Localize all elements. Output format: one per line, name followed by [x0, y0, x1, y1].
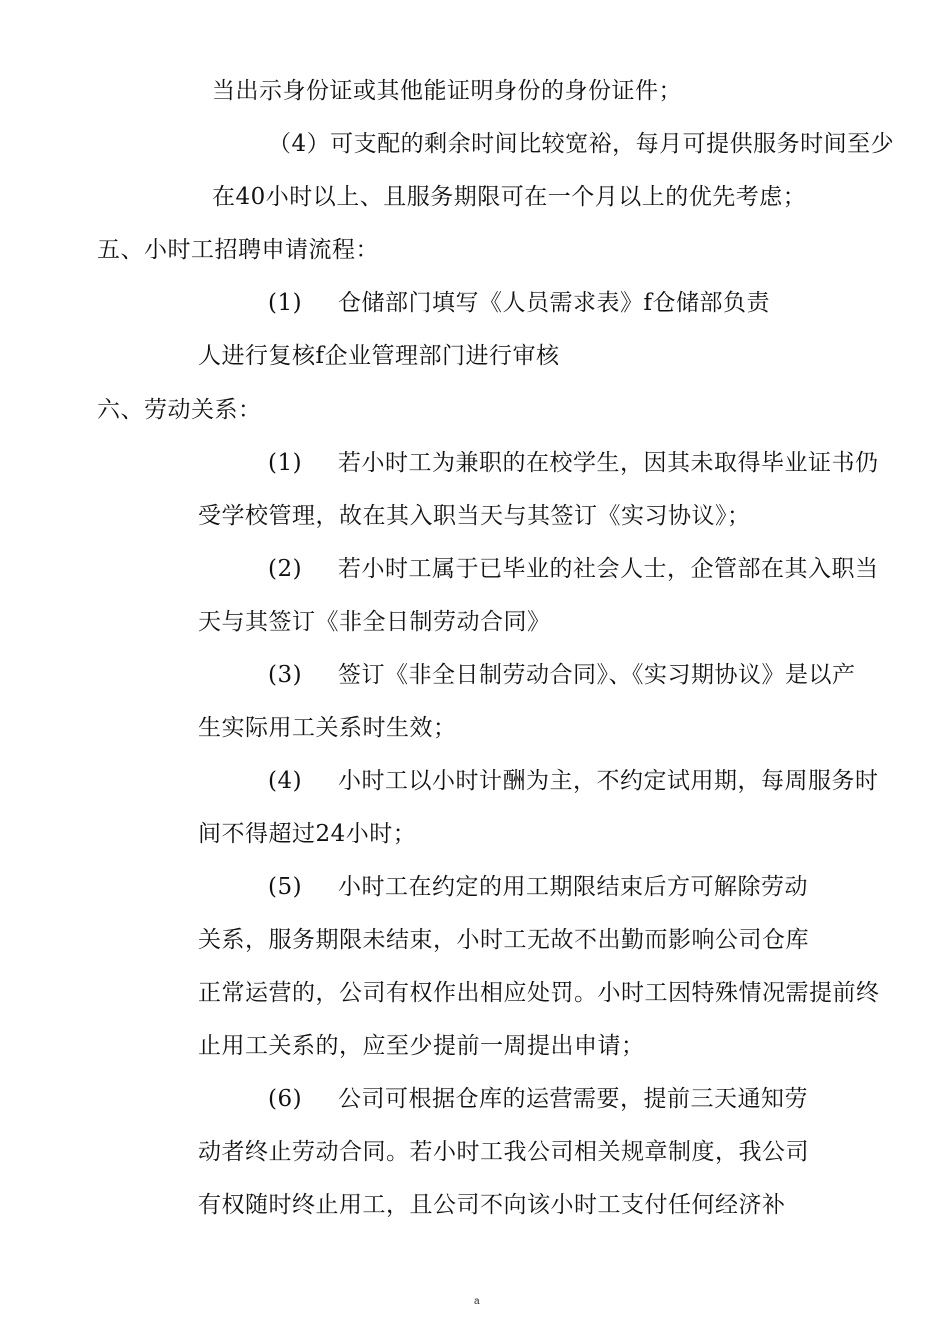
- text-line: 关系，服务期限未结束，小时工无故不出勤而影响公司仓库: [198, 927, 809, 953]
- text-line: 天与其签订《非全日制劳动合同》: [198, 609, 551, 635]
- list-item: [268, 555, 879, 583]
- page-footer-mark: a: [474, 1296, 480, 1307]
- list-item: [268, 1085, 808, 1113]
- item-text: 小时工在约定的用工期限结束后方可解除劳动: [338, 874, 808, 900]
- item-number: (2): [268, 556, 303, 582]
- text-line: 受学校管理，故在其入职当天与其签订《实习协议》；: [198, 503, 751, 529]
- item-number: (1): [268, 290, 303, 316]
- list-item: [268, 449, 879, 477]
- text-line: 间不得超过24小时；: [198, 821, 417, 847]
- item-text: 小时工以小时计酬为主，不约定试用期，每周服务时: [338, 768, 879, 794]
- section-heading: 六、劳动关系：: [97, 397, 262, 423]
- item-number: (6): [268, 1086, 303, 1112]
- list-item: [268, 289, 770, 317]
- item-number: (3): [268, 662, 303, 688]
- item-number: (4): [268, 768, 303, 794]
- text-line: 止用工关系的，应至少提前一周提出申请；: [198, 1033, 645, 1059]
- item-number: (1): [268, 450, 303, 476]
- item-text: 若小时工为兼职的在校学生，因其未取得毕业证书仍: [338, 450, 879, 476]
- text-line: 人进行复核f企业管理部门进行审核: [198, 343, 560, 369]
- text-line: 有权随时终止用工，且公司不向该小时工支付任何经济补: [198, 1192, 786, 1218]
- list-item: [268, 873, 808, 901]
- text-line: 正常运营的，公司有权作出相应处罚。小时工因特殊情况需提前终: [198, 980, 880, 1006]
- text-line: 动者终止劳动合同。若小时工我公司相关规章制度，我公司: [198, 1139, 809, 1165]
- item-text: 公司可根据仓库的运营需要，提前三天通知劳: [338, 1086, 808, 1112]
- text-line: 生实际用工关系时生效；: [198, 715, 457, 741]
- text-line: 当出示身份证或其他能证明身份的身份证件；: [212, 78, 682, 104]
- list-item: [268, 661, 856, 689]
- item-text: 若小时工属于已毕业的社会人士，企管部在其入职当: [338, 556, 879, 582]
- text-line: 在40小时以上、且服务期限可在一个月以上的优先考虑；: [212, 184, 807, 210]
- item-text: 签订《非全日制劳动合同》、《实习期协议》是以产: [338, 662, 856, 688]
- list-item: [268, 767, 879, 795]
- item-text: 仓储部门填写《人员需求表》f仓储部负责: [338, 290, 771, 316]
- text-line: （4）可支配的剩余时间比较宽裕，每月可提供服务时间至少: [268, 131, 895, 157]
- section-heading: 五、小时工招聘申请流程：: [97, 237, 379, 263]
- item-number: (5): [268, 874, 303, 900]
